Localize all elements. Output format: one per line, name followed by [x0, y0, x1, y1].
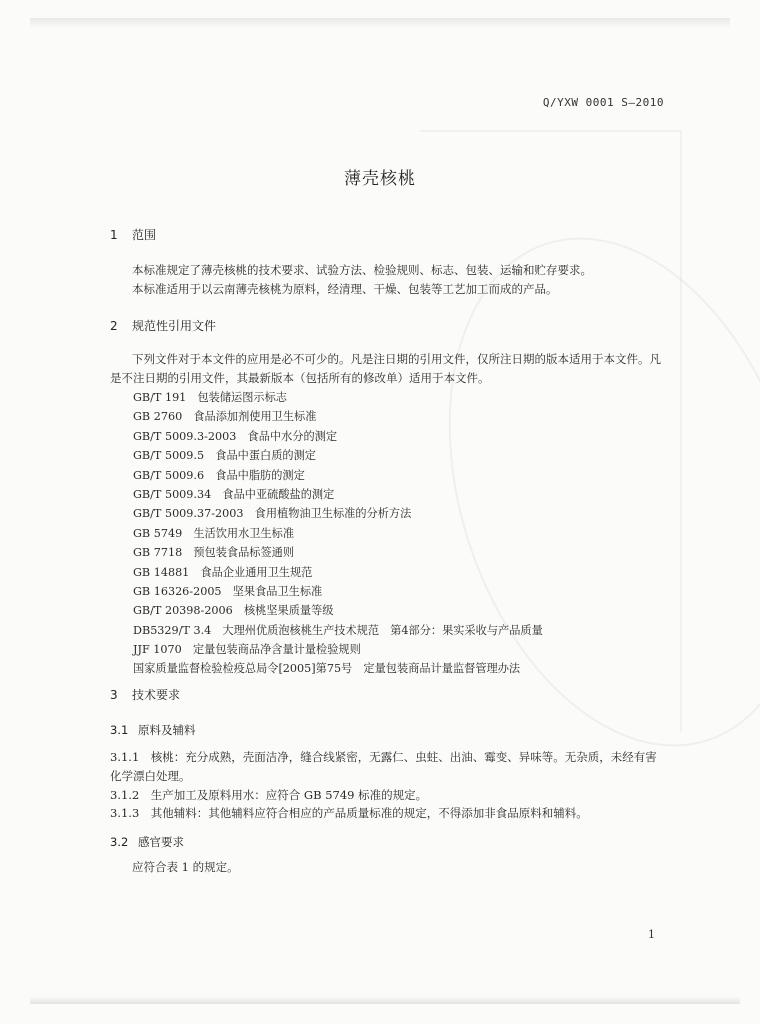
clause-3-1-3: [110, 804, 666, 823]
paragraph: 下列文件对于本文件的应用是必不可少的。凡是注日期的引用文件，仅所注日期的版本适用于本文件。凡是不注日期的引用文件，其最新版本（包括所有的修改单）适用于本文件。: [110, 352, 661, 385]
paragraph: 本标准适用于以云南薄壳核桃为原料，经清理、干燥、包装等工艺加工而成的产品。: [132, 282, 558, 296]
section-title: 规范性引用文件: [132, 319, 217, 333]
section-number: 2: [110, 319, 118, 333]
subsection-3-1-heading: [110, 722, 196, 738]
scan-bottom-edge: [30, 996, 740, 1004]
clause-text: 其他辅料：其他辅料应符合相应的产品质量标准的规定，不得添加非食品原料和辅料。: [150, 806, 588, 820]
clause-text: 生产加工及原料用水：应符合 GB 5749 标准的规定。: [150, 788, 428, 802]
section-number: 3: [110, 688, 118, 702]
clause-number: 3.1.1: [110, 750, 140, 764]
reference-item: GB/T 191 包装储运图示标志: [133, 391, 287, 404]
scan-top-edge: [30, 18, 730, 28]
reference-item: GB 7718 预包装食品标签通则: [133, 546, 295, 560]
clause-3-1-2: [110, 786, 666, 805]
section-number: 1: [110, 228, 118, 242]
reference-item: GB/T 20398-2006 核桃坚果质量等级: [133, 604, 334, 618]
standard-code: Q/YXW 0001 S—2010: [542, 96, 664, 109]
clause-number: 3.1.2: [110, 788, 140, 802]
page-number: 1: [648, 928, 655, 941]
subsection-number: 3.2: [110, 835, 129, 849]
clause-number: 3.1.3: [110, 806, 140, 820]
section-1-heading: [110, 226, 156, 243]
subsection-title: 感官要求: [138, 835, 184, 849]
reference-item: 国家质量监督检验检疫总局令[2005]第75号 定量包装商品计量监督管理办法: [133, 662, 521, 676]
reference-item: GB/T 5009.3-2003 食品中水分的测定: [133, 429, 338, 443]
reference-item: GB/T 5009.6 食品中脂肪的测定: [133, 468, 305, 482]
section-title: 技术要求: [132, 688, 181, 702]
reference-item: GB 16326-2005 坚果食品卫生标准: [133, 584, 323, 598]
reference-item: GB 2760 食品添加剂使用卫生标准: [133, 410, 317, 424]
reference-item: DB5329/T 3.4 大理州优质泡核桃生产技术规范 第4部分：果实采收与产品质量: [133, 623, 543, 637]
reference-item: GB 14881 食品企业通用卫生规范: [133, 565, 313, 579]
section-3-heading: [110, 686, 180, 703]
reference-list: [133, 388, 673, 679]
subsection-3-2-heading: [110, 834, 184, 850]
paragraph: 本标准规定了薄壳核桃的技术要求、试验方法、检验规则、标志、包装、运输和贮存要求。: [132, 263, 592, 277]
clause-3-1-1: [110, 748, 666, 786]
reference-item: GB/T 5009.37-2003 食用植物油卫生标准的分析方法: [133, 507, 412, 521]
reference-item: JJF 1070 定量包装商品净含量计量检验规则: [133, 643, 361, 657]
section-title: 范围: [132, 228, 157, 242]
clause-text: 核桃：充分成熟，壳面洁净，缝合线紧密，无露仁、虫蛀、出油、霉变、异味等。无杂质，未经有害化学漂白处理。: [110, 750, 657, 783]
reference-item: GB/T 5009.5 食品中蛋白质的测定: [133, 449, 316, 463]
subsection-number: 3.1: [110, 723, 129, 737]
paragraph: 应符合表 1 的规定。: [132, 860, 239, 874]
document-title: 薄壳核桃: [344, 169, 416, 189]
section-2-heading: [110, 317, 216, 334]
reference-item: GB 5749 生活饮用水卫生标准: [133, 526, 295, 540]
subsection-title: 原料及辅料: [138, 723, 196, 737]
reference-item: GB/T 5009.34 食品中亚硫酸盐的测定: [133, 487, 335, 501]
